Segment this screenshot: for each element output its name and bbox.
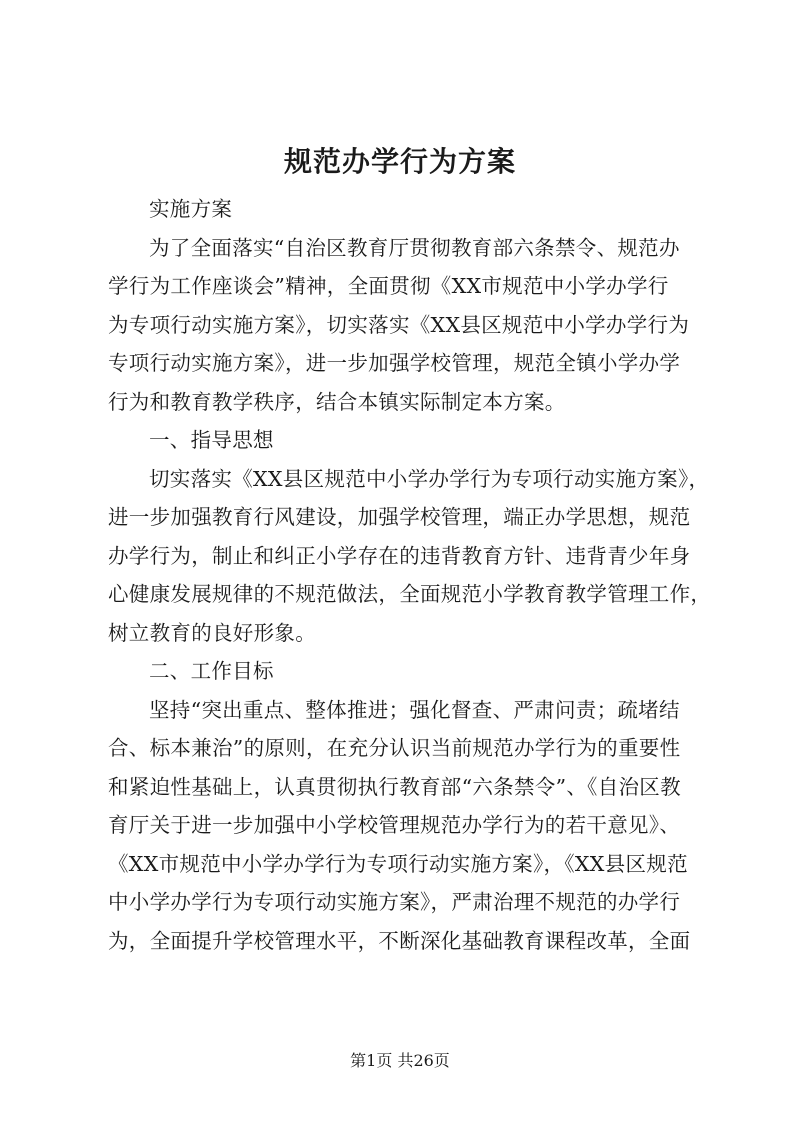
document-title: 规范办学行为方案: [283, 145, 516, 178]
paragraph-line: 学行为工作座谈会”精神，全面贯彻《XX市规范中小学办学行: [108, 274, 669, 298]
paragraph-line: 为，全面提升学校管理水平，不断深化基础教育课程改革，全面: [108, 928, 691, 953]
section-heading: 二、工作目标: [149, 659, 274, 683]
paragraph-line: 进一步加强教育行风建设，加强学校管理，端正办学思想，规范: [108, 505, 691, 529]
paragraph-line: 合、标本兼治”的原则，在充分认识当前规范办学行为的重要性: [108, 736, 681, 760]
paragraph-line: 育厅关于进一步加强中小学校管理规范办学行为的若干意见》、: [108, 813, 681, 837]
paragraph-line: 坚持“突出重点、整体推进；强化督查、严肃问责；疏堵结: [149, 697, 680, 722]
page-footer: 第1页 共26页: [350, 1051, 450, 1070]
paragraph-line: 办学行为，制止和纠正小学存在的违背教育方针、违背青少年身: [108, 543, 691, 568]
paragraph-line: 行为和教育教学秩序，结合本镇实际制定本方案。: [108, 389, 566, 414]
paragraph-line: 实施方案: [149, 197, 233, 221]
paragraph-line: 《XX市规范中小学办学行为专项行动实施方案》，《XX县区规范: [108, 851, 688, 876]
section-heading: 一、指导思想: [149, 428, 274, 452]
paragraph-line: 和紧迫性基础上，认真贯彻执行教育部“六条禁令”、《自治区教: [108, 774, 681, 799]
paragraph-line: 为专项行动实施方案》，切实落实《XX县区规范中小学办学行为: [108, 312, 690, 337]
paragraph-line: 心健康发展规律的不规范做法，全面规范小学教育教学管理工作，: [108, 582, 712, 606]
paragraph-line: 树立教育的良好形象。: [108, 620, 316, 645]
paragraph-line: 为了全面落实“自治区教育厅贯彻教育部六条禁令、规范办: [149, 235, 680, 260]
paragraph-line: 中小学办学行为专项行动实施方案》，严肃治理不规范的办学行: [108, 890, 681, 914]
paragraph-line: 切实落实《XX县区规范中小学办学行为专项行动实施方案》，: [149, 466, 710, 491]
paragraph-line: 专项行动实施方案》，进一步加强学校管理，规范全镇小学办学: [108, 351, 681, 375]
document-body: [108, 190, 712, 960]
